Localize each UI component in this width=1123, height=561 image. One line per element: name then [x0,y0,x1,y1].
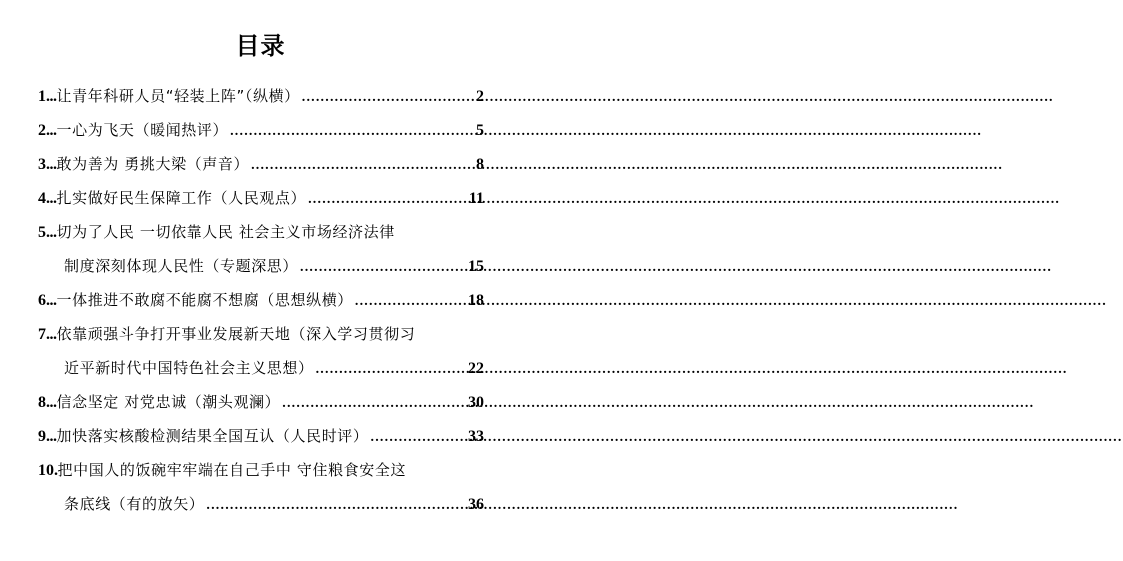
entry-title-continued: 条底线（有的放矢） [64,495,205,513]
entry-title: 切为了人民 一切依靠人民 社会主义市场经济法律 [56,223,395,241]
toc-line-continuation [38,351,484,385]
toc-line-continuation [38,249,484,283]
entry-page-number: 33 [468,428,484,445]
entry-title: 把中国人的饭碗牢牢端在自己手中 守住粮食安全这 [57,461,407,479]
toc-entry-3[interactable] [38,147,484,181]
number-leader: . [54,462,58,479]
toc-entry-2[interactable] [38,113,484,147]
toc-line [38,453,484,487]
dot-leader [314,353,468,387]
entry-title: 让青年科研人员“轻装上阵”（纵横） [56,87,300,105]
number-leader: ... [46,122,57,139]
entry-number: 4 [38,190,46,207]
entry-title: 扎实做好民生保障工作（人民观点） [56,189,307,207]
entry-page-number: 8 [476,156,484,173]
toc-line [38,283,484,317]
number-leader: ... [46,190,57,207]
entry-number: 2 [38,122,46,139]
entry-number: 9 [38,428,46,445]
toc-line [38,317,484,351]
toc-entry-8[interactable] [38,385,484,419]
toc-entry-4[interactable] [38,181,484,215]
entry-number: 3 [38,156,46,173]
entry-page-number: 2 [476,88,484,105]
entry-number: 6 [38,292,46,309]
entry-page-number: 30 [468,394,484,411]
toc-line [38,113,484,147]
entry-page-number: 36 [468,496,484,513]
toc-line [38,79,484,113]
entry-title: 一心为飞天（暖闻热评） [56,121,229,139]
entry-page-number: 11 [468,190,484,207]
entry-page-number: 22 [468,360,484,377]
toc-line [38,147,484,181]
entry-number: 7 [38,326,46,343]
entry-number: 5 [38,224,46,241]
dot-leader [249,149,476,183]
toc-line [38,181,484,215]
number-leader: ... [46,88,57,105]
number-leader: ... [46,394,57,411]
dot-leader [280,387,468,421]
dot-leader [298,251,468,285]
entry-title: 信念坚定 对党忠诚（潮头观澜） [56,393,281,411]
dot-leader [204,489,468,523]
number-leader: ... [46,156,57,173]
toc-entry-9[interactable] [38,419,484,453]
dot-leader [300,81,476,115]
dot-leader [228,115,476,149]
entry-title-continued: 制度深刻体现人民性（专题深思） [64,257,299,275]
entry-page-number: 15 [468,258,484,275]
table-of-contents [38,79,484,521]
entry-title-continued: 近平新时代中国特色社会主义思想） [64,359,314,377]
toc-entry-7[interactable] [38,317,484,385]
toc-entry-1[interactable] [38,79,484,113]
dot-leader [369,421,468,455]
number-leader: ... [46,428,57,445]
entry-number: 1 [38,88,46,105]
entry-title: 一体推进不敢腐不能腐不想腐（思想纵横） [56,291,353,309]
dot-leader [306,183,469,217]
toc-entry-10[interactable] [38,453,484,521]
toc-line [38,215,484,249]
toc-entry-6[interactable] [38,283,484,317]
number-leader: ... [46,326,57,343]
entry-page-number: 5 [476,122,484,139]
number-leader: ... [46,292,57,309]
dot-leader [353,285,468,319]
document-page [0,0,521,561]
toc-line [38,419,484,453]
toc-line-continuation [38,487,484,521]
page-title: 目录 [235,32,286,60]
number-leader: ... [46,224,57,241]
entry-number: 8 [38,394,46,411]
toc-line [38,385,484,419]
toc-entry-5[interactable] [38,215,484,283]
entry-title: 加快落实核酸检测结果全国互认（人民时评） [56,427,369,445]
entry-page-number: 18 [468,292,484,309]
entry-title: 敢为善为 勇挑大梁（声音） [56,155,250,173]
entry-number: 10 [38,462,54,479]
entry-title: 依靠顽强斗争打开事业发展新天地（深入学习贯彻习 [56,325,416,343]
